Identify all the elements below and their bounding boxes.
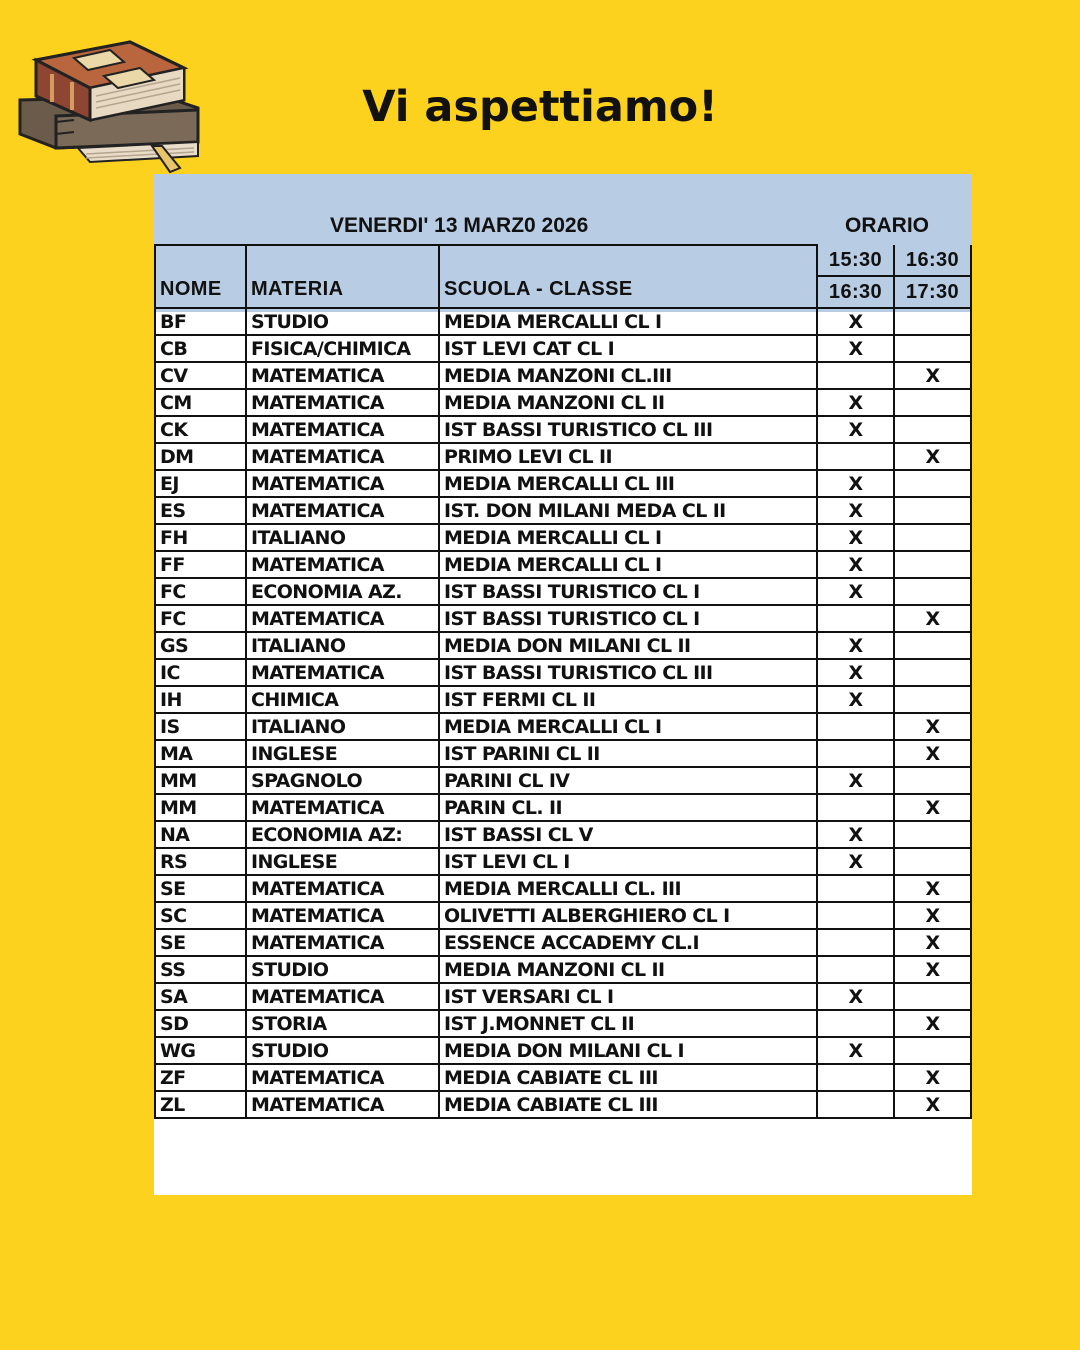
cell-scuola: ESSENCE ACCADEMY CL.I xyxy=(439,929,817,956)
cell-slot1: X xyxy=(817,983,894,1010)
table-row xyxy=(155,1037,971,1064)
cell-nome: SC xyxy=(155,902,246,929)
cell-slot2: X xyxy=(894,1010,971,1037)
cell-nome: DM xyxy=(155,443,246,470)
cell-slot2 xyxy=(894,389,971,416)
cell-nome: ES xyxy=(155,497,246,524)
cell-materia: MATEMATICA xyxy=(246,443,439,470)
cell-materia: MATEMATICA xyxy=(246,875,439,902)
slot2-end: 17:30 xyxy=(894,276,971,308)
cell-slot1: X xyxy=(817,578,894,605)
table-row xyxy=(155,362,971,389)
cell-slot1 xyxy=(817,713,894,740)
cell-nome: NA xyxy=(155,821,246,848)
cell-scuola: PRIMO LEVI CL II xyxy=(439,443,817,470)
cell-slot1: X xyxy=(817,632,894,659)
table-row xyxy=(155,524,971,551)
cell-materia: MATEMATICA xyxy=(246,929,439,956)
table-row xyxy=(155,605,971,632)
slot1-start: 15:30 xyxy=(817,245,894,276)
cell-slot1: X xyxy=(817,470,894,497)
table-row xyxy=(155,983,971,1010)
cell-scuola: IST BASSI CL V xyxy=(439,821,817,848)
cell-nome: FC xyxy=(155,578,246,605)
cell-nome: MM xyxy=(155,794,246,821)
cell-slot2: X xyxy=(894,902,971,929)
cell-slot1: X xyxy=(817,335,894,362)
cell-scuola: MEDIA CABIATE CL III xyxy=(439,1091,817,1118)
cell-nome: EJ xyxy=(155,470,246,497)
cell-slot1: X xyxy=(817,416,894,443)
schedule-sheet xyxy=(154,174,972,1195)
cell-scuola: IST BASSI TURISTICO CL III xyxy=(439,659,817,686)
cell-slot1: X xyxy=(817,497,894,524)
cell-scuola: MEDIA DON MILANI CL I xyxy=(439,1037,817,1064)
cell-slot2 xyxy=(894,767,971,794)
col-header-scuola: SCUOLA - CLASSE xyxy=(439,245,817,308)
table-row xyxy=(155,686,971,713)
table-row xyxy=(155,767,971,794)
cell-materia: CHIMICA xyxy=(246,686,439,713)
cell-nome: CM xyxy=(155,389,246,416)
cell-slot2: X xyxy=(894,929,971,956)
cell-scuola: MEDIA MERCALLI CL I xyxy=(439,713,817,740)
cell-materia: MATEMATICA xyxy=(246,1064,439,1091)
cell-scuola: MEDIA MERCALLI CL I xyxy=(439,524,817,551)
cell-slot1: X xyxy=(817,686,894,713)
cell-scuola: IST BASSI TURISTICO CL III xyxy=(439,416,817,443)
cell-nome: BF xyxy=(155,308,246,335)
cell-scuola: PARINI CL IV xyxy=(439,767,817,794)
cell-slot1: X xyxy=(817,524,894,551)
cell-materia: ITALIANO xyxy=(246,713,439,740)
table-row xyxy=(155,416,971,443)
cell-materia: INGLESE xyxy=(246,740,439,767)
cell-slot1 xyxy=(817,362,894,389)
schedule-table xyxy=(154,244,972,1119)
table-row xyxy=(155,713,971,740)
cell-slot1: X xyxy=(817,551,894,578)
cell-slot1 xyxy=(817,740,894,767)
cell-nome: ZF xyxy=(155,1064,246,1091)
col-header-nome: NOME xyxy=(155,245,246,308)
cell-slot2: X xyxy=(894,1091,971,1118)
cell-scuola: IST BASSI TURISTICO CL I xyxy=(439,605,817,632)
cell-slot2: X xyxy=(894,443,971,470)
cell-scuola: MEDIA DON MILANI CL II xyxy=(439,632,817,659)
cell-materia: INGLESE xyxy=(246,848,439,875)
cell-materia: ITALIANO xyxy=(246,524,439,551)
cell-slot1: X xyxy=(817,848,894,875)
cell-scuola: MEDIA MANZONI CL II xyxy=(439,389,817,416)
cell-materia: MATEMATICA xyxy=(246,794,439,821)
table-row xyxy=(155,470,971,497)
table-row xyxy=(155,821,971,848)
cell-slot1 xyxy=(817,443,894,470)
cell-slot2: X xyxy=(894,956,971,983)
cell-scuola: MEDIA MANZONI CL II xyxy=(439,956,817,983)
cell-slot2: X xyxy=(894,605,971,632)
cell-slot2: X xyxy=(894,713,971,740)
table-row xyxy=(155,632,971,659)
cell-slot2 xyxy=(894,821,971,848)
cell-materia: MATEMATICA xyxy=(246,1091,439,1118)
cell-slot2 xyxy=(894,524,971,551)
cell-nome: SD xyxy=(155,1010,246,1037)
cell-scuola: MEDIA MANZONI CL.III xyxy=(439,362,817,389)
cell-slot1 xyxy=(817,1064,894,1091)
cell-materia: MATEMATICA xyxy=(246,389,439,416)
cell-materia: SPAGNOLO xyxy=(246,767,439,794)
table-row xyxy=(155,956,971,983)
cell-nome: IH xyxy=(155,686,246,713)
cell-scuola: IST LEVI CL I xyxy=(439,848,817,875)
cell-scuola: MEDIA CABIATE CL III xyxy=(439,1064,817,1091)
table-row xyxy=(155,578,971,605)
cell-nome: CK xyxy=(155,416,246,443)
table-row xyxy=(155,740,971,767)
cell-slot1 xyxy=(817,605,894,632)
table-row xyxy=(155,389,971,416)
cell-nome: SE xyxy=(155,875,246,902)
cell-slot2 xyxy=(894,578,971,605)
cell-slot2: X xyxy=(894,794,971,821)
cell-nome: IS xyxy=(155,713,246,740)
cell-nome: SS xyxy=(155,956,246,983)
cell-nome: ZL xyxy=(155,1091,246,1118)
slot2-start: 16:30 xyxy=(894,245,971,276)
cell-slot1 xyxy=(817,794,894,821)
cell-materia: MATEMATICA xyxy=(246,902,439,929)
table-row xyxy=(155,497,971,524)
table-row xyxy=(155,929,971,956)
cell-slot1: X xyxy=(817,659,894,686)
cell-slot1 xyxy=(817,875,894,902)
cell-nome: FH xyxy=(155,524,246,551)
cell-slot2 xyxy=(894,983,971,1010)
cell-materia: FISICA/CHIMICA xyxy=(246,335,439,362)
cell-scuola: IST J.MONNET CL II xyxy=(439,1010,817,1037)
cell-slot2: X xyxy=(894,1064,971,1091)
cell-slot2 xyxy=(894,659,971,686)
cell-slot2 xyxy=(894,632,971,659)
cell-nome: MM xyxy=(155,767,246,794)
cell-nome: FC xyxy=(155,605,246,632)
cell-materia: MATEMATICA xyxy=(246,497,439,524)
cell-slot1 xyxy=(817,929,894,956)
cell-nome: FF xyxy=(155,551,246,578)
cell-slot2 xyxy=(894,335,971,362)
cell-scuola: MEDIA MERCALLI CL. III xyxy=(439,875,817,902)
cell-scuola: IST FERMI CL II xyxy=(439,686,817,713)
cell-nome: GS xyxy=(155,632,246,659)
table-row xyxy=(155,794,971,821)
cell-materia: MATEMATICA xyxy=(246,983,439,1010)
cell-materia: MATEMATICA xyxy=(246,605,439,632)
col-header-materia: MATERIA xyxy=(246,245,439,308)
cell-nome: IC xyxy=(155,659,246,686)
page-title: Vi aspettiamo! xyxy=(362,82,718,132)
cell-slot1: X xyxy=(817,1037,894,1064)
cell-nome: RS xyxy=(155,848,246,875)
table-row xyxy=(155,875,971,902)
cell-slot2: X xyxy=(894,362,971,389)
schedule-rows xyxy=(155,308,971,1118)
cell-materia: ITALIANO xyxy=(246,632,439,659)
cell-scuola: PARIN CL. II xyxy=(439,794,817,821)
cell-materia: MATEMATICA xyxy=(246,416,439,443)
slot1-end: 16:30 xyxy=(817,276,894,308)
cell-slot2 xyxy=(894,1037,971,1064)
cell-scuola: IST VERSARI CL I xyxy=(439,983,817,1010)
cell-slot1: X xyxy=(817,308,894,335)
cell-materia: STUDIO xyxy=(246,1037,439,1064)
cell-slot2 xyxy=(894,848,971,875)
cell-materia: STUDIO xyxy=(246,956,439,983)
cell-slot2 xyxy=(894,551,971,578)
cell-slot2: X xyxy=(894,740,971,767)
cell-scuola: IST PARINI CL II xyxy=(439,740,817,767)
cell-materia: MATEMATICA xyxy=(246,551,439,578)
orario-label: ORARIO xyxy=(845,214,929,237)
table-row xyxy=(155,902,971,929)
cell-slot1 xyxy=(817,1010,894,1037)
table-row xyxy=(155,443,971,470)
cell-scuola: IST. DON MILANI MEDA CL II xyxy=(439,497,817,524)
cell-scuola: OLIVETTI ALBERGHIERO CL I xyxy=(439,902,817,929)
cell-slot2 xyxy=(894,470,971,497)
cell-nome: MA xyxy=(155,740,246,767)
cell-scuola: MEDIA MERCALLI CL III xyxy=(439,470,817,497)
cell-slot1: X xyxy=(817,767,894,794)
cell-nome: CV xyxy=(155,362,246,389)
cell-materia: STORIA xyxy=(246,1010,439,1037)
cell-slot1 xyxy=(817,956,894,983)
cell-slot2: X xyxy=(894,875,971,902)
table-row xyxy=(155,335,971,362)
table-row xyxy=(155,1064,971,1091)
cell-nome: SA xyxy=(155,983,246,1010)
cell-slot1 xyxy=(817,902,894,929)
cell-slot1 xyxy=(817,1091,894,1118)
cell-slot1: X xyxy=(817,389,894,416)
table-row xyxy=(155,848,971,875)
cell-materia: ECONOMIA AZ: xyxy=(246,821,439,848)
cell-slot2 xyxy=(894,416,971,443)
table-row xyxy=(155,659,971,686)
date-label: VENERDI' 13 MARZ0 2026 xyxy=(330,214,589,237)
cell-materia: MATEMATICA xyxy=(246,470,439,497)
header-row xyxy=(155,245,971,276)
cell-scuola: IST LEVI CAT CL I xyxy=(439,335,817,362)
cell-materia: MATEMATICA xyxy=(246,659,439,686)
cell-materia: ECONOMIA AZ. xyxy=(246,578,439,605)
table-row xyxy=(155,551,971,578)
table-row xyxy=(155,308,971,335)
cell-nome: SE xyxy=(155,929,246,956)
table-row xyxy=(155,1010,971,1037)
cell-nome: WG xyxy=(155,1037,246,1064)
cell-materia: MATEMATICA xyxy=(246,362,439,389)
table-row xyxy=(155,1091,971,1118)
cell-materia: STUDIO xyxy=(246,308,439,335)
cell-scuola: MEDIA MERCALLI CL I xyxy=(439,308,817,335)
cell-slot1: X xyxy=(817,821,894,848)
cell-scuola: MEDIA MERCALLI CL I xyxy=(439,551,817,578)
cell-slot2 xyxy=(894,308,971,335)
cell-nome: CB xyxy=(155,335,246,362)
cell-slot2 xyxy=(894,686,971,713)
cell-slot2 xyxy=(894,497,971,524)
cell-scuola: IST BASSI TURISTICO CL I xyxy=(439,578,817,605)
